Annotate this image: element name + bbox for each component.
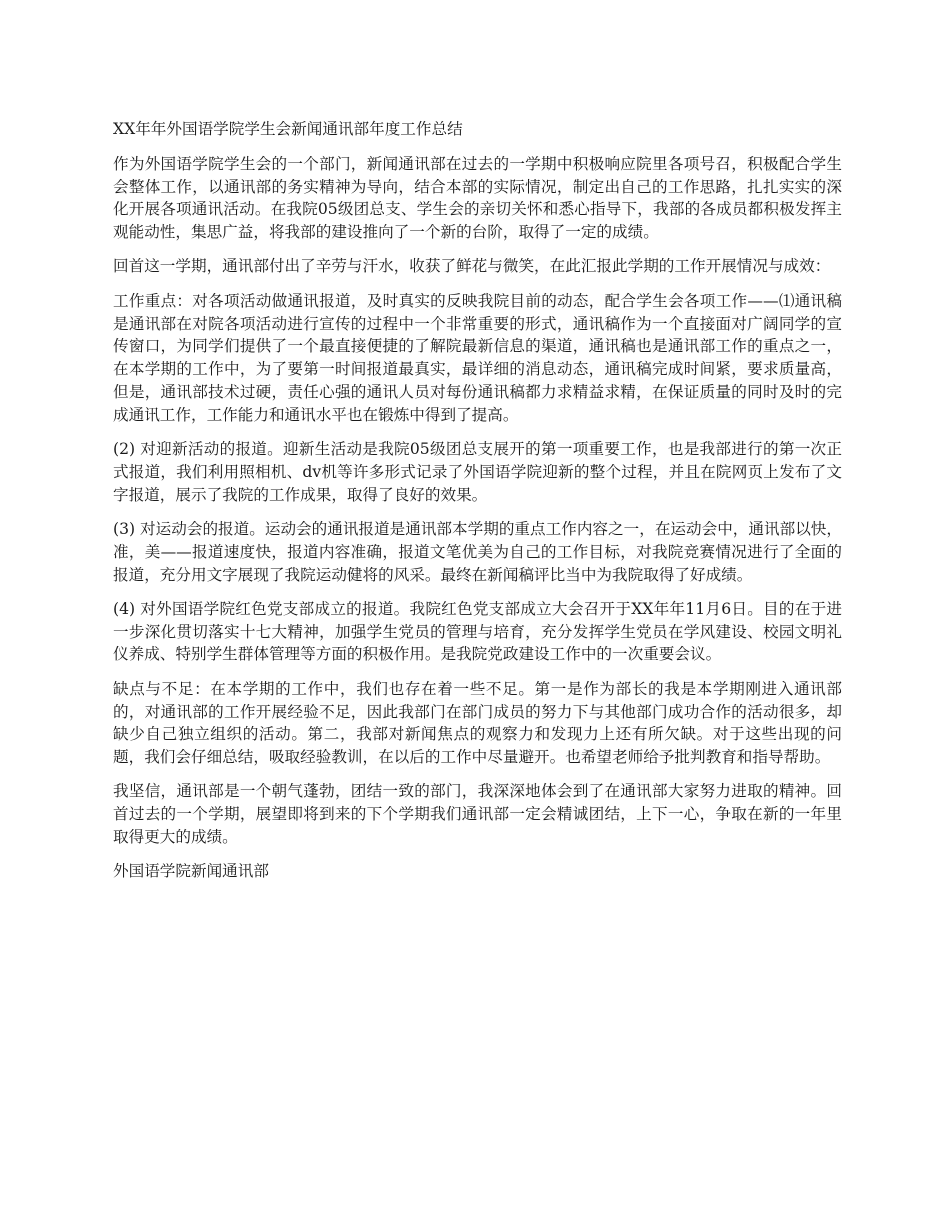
signature: 外国语学院新闻通讯部 xyxy=(113,862,269,881)
paragraph-shortcomings: 缺点与不足：在本学期的工作中，我们也存在着一些不足。第一是作为部长的我是本学期刚进入通讯部的，对通讯部的工作开展经验不足，因此我部门在部门成员的努力下与其他部门成功合作的活动很多，却缺少自己独立组织的活动。第二，我部对新闻焦点的观察力和发现力上还有所欠缺。对于这些出现的问题，我们会仔细总结，吸取经验教训，在以后的工作中尽量避开。也希望老师给予批判教育和指导帮助。 xyxy=(113,679,842,767)
paragraph-intro: 作为外国语学院学生会的一个部门，新闻通讯部在过去的一学期中积极响应院里各项号召，积极配合学生会整体工作，以通讯部的务实精神为导向，结合本部的实际情况，制定出自己的工作思路，扎扎实实的深化开展各项通讯活动。在我院05级团总支、学生会的亲切关怀和悉心指导下，我部的各成员都积极发挥主观能动性，集思广益，将我部的建设推向了一个新的台阶，取得了一定的成绩。 xyxy=(113,154,842,242)
document-title: XX年年外国语学院学生会新闻通讯部年度工作总结 xyxy=(113,120,463,138)
paragraph-review: 回首这一学期，通讯部付出了辛劳与汗水，收获了鲜花与微笑，在此汇报此学期的工作开展情况与成效： xyxy=(113,257,831,276)
paragraph-work-focus: 工作重点：对各项活动做通讯报道，及时真实的反映我院目前的动态，配合学生会各项工作——⑴通讯稿是通讯部在对院各项活动进行宣传的过程中一个非常重要的形式，通讯稿作为一个直接面对广阔同学的宣传窗口，为同学们提供了一个最直接便捷的了解院最新信息的渠道，通讯稿也是通讯部工作的重点之一，在本学期的工作中，为了要第一时间报道最真实，最详细的消息动态，通讯稿完成时间紧，要求质量高，但是，通讯部技术过硬，责任心强的通讯人员对每份通讯稿都力求精益求精，在保证质量的同时及时的完成通讯工作，工作能力和通讯水平也在锻炼中得到了提高。 xyxy=(113,291,842,424)
paragraph-sports-meet-report: (3) 对运动会的报道。运动会的通讯报道是通讯部本学期的重点工作内容之一，在运动会中，通讯部以快，准，美——报道速度快，报道内容准确，报道文笔优美为自己的工作目标，对我院竞赛情况进行了全面的报道，充分用文字展现了我院运动健将的风采。最终在新闻稿评比当中为我院取得了好成绩。 xyxy=(113,519,842,584)
document-page xyxy=(113,118,842,883)
paragraph-orientation-report: (2) 对迎新活动的报道。迎新生活动是我院05级团总支展开的第一项重要工作，也是我部进行的第一次正式报道，我们利用照相机、dv机等许多形式记录了外国语学院迎新的整个过程，并且在院网页上发布了文字报道，展示了我院的工作成果，取得了良好的效果。 xyxy=(113,440,842,504)
paragraph-conclusion: 我坚信，通讯部是一个朝气蓬勃，团结一致的部门，我深深地体会到了在通讯部大家努力进取的精神。回首过去的一个学期，展望即将到来的下个学期我们通讯部一定会精诚团结，上下一心，争取在新的一年里取得更大的成绩。 xyxy=(113,782,842,847)
paragraph-party-branch-report: (4) 对外国语学院红色党支部成立的报道。我院红色党支部成立大会召开于XX年年11月6日。目的在于进一步深化贯切落实十七大精神，加强学生党员的管理与培育，充分发挥学生党员在学风建设、校园文明礼仪养成、特别学生群体管理等方面的积极作用。是我院党政建设工作中的一次重要会议。 xyxy=(113,599,842,664)
